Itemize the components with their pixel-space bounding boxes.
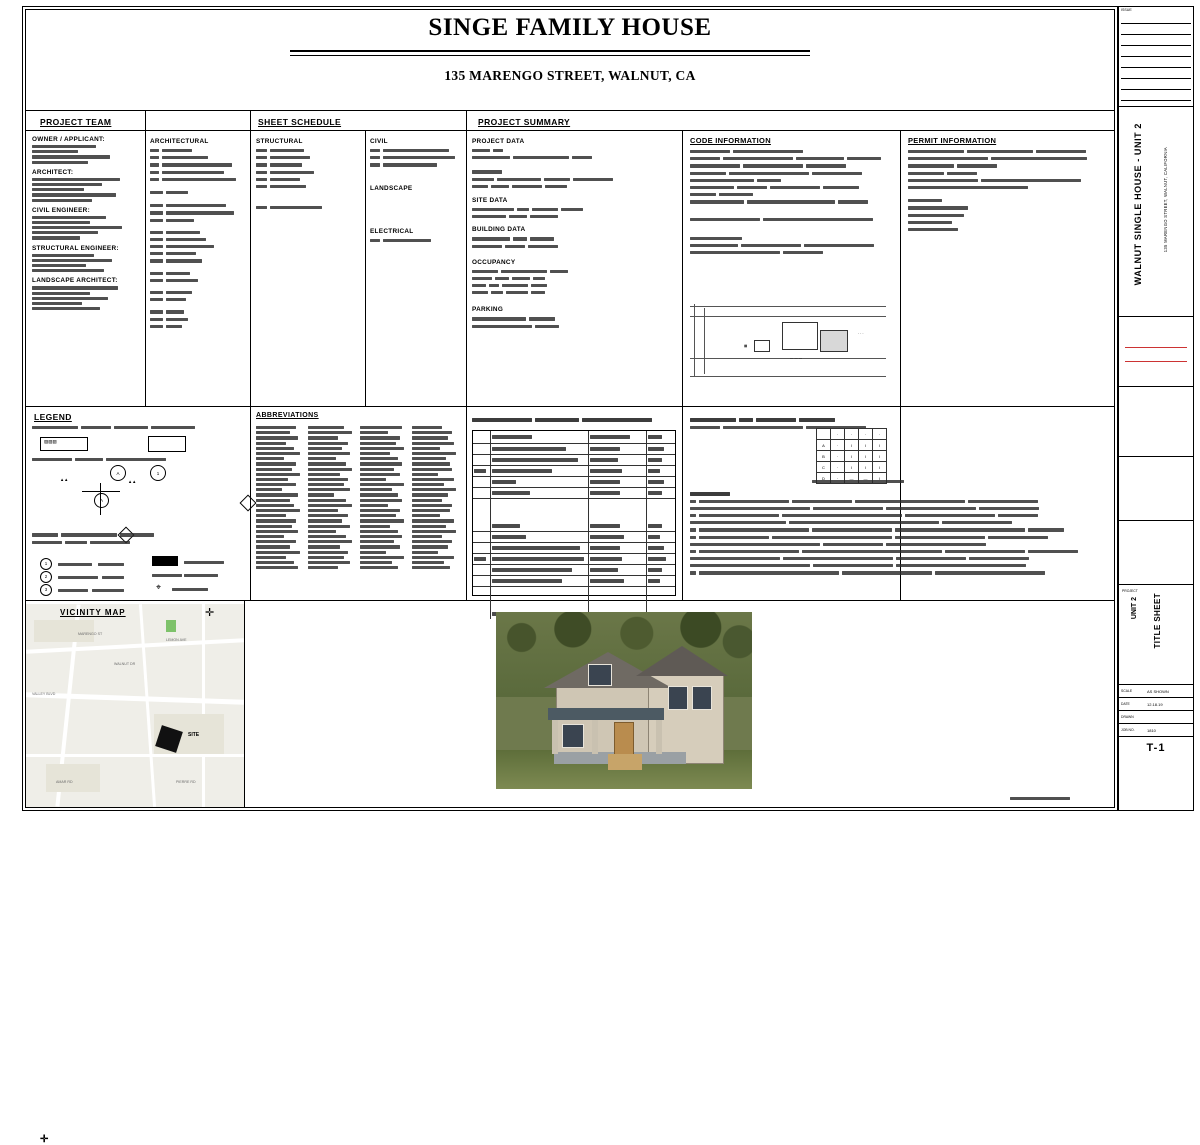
schedule-column-header: CIVIL <box>370 138 388 145</box>
section-header-code-information: CODE INFORMATION <box>690 136 771 145</box>
section-reference-symbol: 1 <box>150 465 166 481</box>
grid-line-v7 <box>244 600 245 808</box>
date-value: 12.18.19 <box>1147 701 1163 707</box>
team-role-label: CIVIL ENGINEER: <box>32 206 90 214</box>
schedule-column-header: ARCHITECTURAL <box>150 138 209 145</box>
elevation-reference-symbol: A <box>94 493 109 508</box>
page-title: SINGE FAMILY HOUSE <box>428 14 712 41</box>
section-header-permit-information: PERMIT INFORMATION <box>908 136 997 145</box>
drawn-label: DRAWN <box>1121 715 1134 719</box>
section-header-project-summary: PROJECT SUMMARY <box>478 117 571 127</box>
team-group <box>32 245 140 273</box>
scale-value: AS SHOWN <box>1147 688 1169 694</box>
map-street-label: LEMON AVE <box>166 638 187 642</box>
table-row <box>473 565 675 576</box>
section-header-abbreviations: ABBREVIATIONS <box>256 412 319 419</box>
sheet-schedule-civil <box>370 138 462 244</box>
grid-line-h1 <box>25 110 1115 111</box>
project-name-vertical: WALNUT SINGLE HOUSE - UNIT 2 <box>1133 123 1143 286</box>
title-block-stamp-3 <box>1119 457 1193 521</box>
issue-header-label: ISSUE <box>1121 8 1132 12</box>
team-role-label: STRUCTURAL ENGINEER: <box>32 244 119 252</box>
map-street-label: PIERRE RD <box>176 780 196 784</box>
sheet-number: T-1 <box>1146 742 1166 754</box>
team-group <box>32 277 140 310</box>
general-notes-text <box>690 490 1100 577</box>
job-value: 1810 <box>1147 727 1156 733</box>
site-plan-thumbnail: ▦ · · · — — — <box>690 300 890 396</box>
summary-block-label: PROJECT DATA <box>472 138 525 145</box>
permit-information-body <box>908 148 1108 233</box>
team-role-label: LANDSCAPE ARCHITECT: <box>32 277 118 285</box>
door-tag-symbol: 1 <box>40 558 52 570</box>
project-address: 135 MARENGO STREET, WALNUT, CA <box>444 68 696 83</box>
north-arrow-large-icon: ✛ <box>40 1133 49 1145</box>
title-rule-bottom <box>290 55 810 56</box>
table-row <box>473 543 675 554</box>
summary-block-label: PARKING <box>472 306 504 314</box>
summary-block-label: OCCUPANCY <box>472 258 516 266</box>
section-header-sheet-schedule: SHEET SCHEDULE <box>258 117 342 127</box>
title-block-sheet-name <box>1119 585 1193 685</box>
project-header-label: PROJECT <box>1122 589 1138 593</box>
abbreviations-body <box>256 424 458 571</box>
section-header-legend: LEGEND <box>34 412 72 422</box>
sheet-schedule-structural <box>256 138 356 211</box>
grid-line-v4 <box>466 110 467 600</box>
table-row <box>473 455 675 466</box>
map-street-label: AMAR RD <box>56 780 73 784</box>
project-photo <box>496 612 752 789</box>
grid-line-v3 <box>365 130 366 406</box>
grid-line-v2 <box>250 110 251 600</box>
table-row <box>473 521 675 532</box>
unit-label: UNIT 2 <box>1131 597 1138 620</box>
north-arrow-icon: ⌖ <box>156 581 162 592</box>
table-row <box>473 466 675 477</box>
scale-label: SCALE <box>1121 689 1133 693</box>
grid-line-h3 <box>25 406 1115 407</box>
title-block-project-title <box>1119 107 1193 317</box>
section-header-project-team: PROJECT TEAM <box>40 117 112 127</box>
schedule-column-header: STRUCTURAL <box>256 138 303 145</box>
table-row <box>473 532 675 543</box>
table-row <box>473 554 675 565</box>
detail-reference-symbol: A <box>110 465 126 481</box>
project-address-vertical: 135 MARENGO STREET, WALNUT, CALIFORNIA <box>1163 147 1168 253</box>
site-label: SITE <box>188 732 200 738</box>
team-role-label: OWNER / APPLICANT: <box>32 136 105 143</box>
legend-body: ▨▨▨ A 1 ▲▲ ▲▲ A 1 2 3 ⌖ ✛ <box>32 424 242 600</box>
team-group <box>32 207 140 240</box>
title-block-stamp-1 <box>1119 317 1193 387</box>
table-row <box>473 444 675 455</box>
code-matrix-table: · · · · A · I I I B · I I I C · I I I D · — — I <box>816 428 887 484</box>
map-north-arrow-icon: ✛ <box>205 607 215 619</box>
team-group <box>32 136 140 164</box>
map-street-label: WALNUT DR <box>114 662 136 666</box>
title-block-stamp-2 <box>1119 387 1193 457</box>
summary-block-label: SITE DATA <box>472 196 508 204</box>
project-data-table <box>472 430 676 596</box>
schedule-column-header: ELECTRICAL <box>370 227 414 235</box>
section-header-vicinity-map: VICINITY MAP <box>60 608 126 617</box>
grid-line-v5 <box>682 130 683 600</box>
title-rule-top <box>290 50 810 52</box>
schedule-column-header: LANDSCAPE <box>370 184 413 192</box>
title-block-stamp-4 <box>1119 521 1193 585</box>
job-label: JOB NO. <box>1121 728 1135 732</box>
code-information-body <box>690 148 894 256</box>
sheet-name: TITLE SHEET <box>1153 593 1162 649</box>
table-row <box>473 488 675 499</box>
summary-block-label: BUILDING DATA <box>472 226 526 234</box>
team-role-label: ARCHITECT: <box>32 168 74 176</box>
title-block <box>1118 6 1194 811</box>
sheet-schedule-architectural <box>150 138 246 330</box>
table-row <box>473 477 675 488</box>
lower-data-header <box>472 416 676 424</box>
vicinity-map <box>26 604 244 807</box>
table-row <box>473 576 675 587</box>
bottom-right-note <box>1010 797 1070 800</box>
project-summary-list <box>472 138 676 330</box>
title-block-issue-section <box>1119 7 1193 107</box>
wall-type-symbol: 3 <box>40 584 52 596</box>
map-street-label: VALLEY BLVD <box>32 692 56 696</box>
grid-line-v1 <box>145 110 146 406</box>
grid-line-h2 <box>25 130 1115 131</box>
map-street-label: MARENGO ST <box>78 632 103 636</box>
team-group <box>32 169 140 202</box>
window-tag-symbol: 2 <box>40 571 52 583</box>
project-team-list <box>32 136 140 315</box>
date-label: DATE <box>1121 702 1130 706</box>
